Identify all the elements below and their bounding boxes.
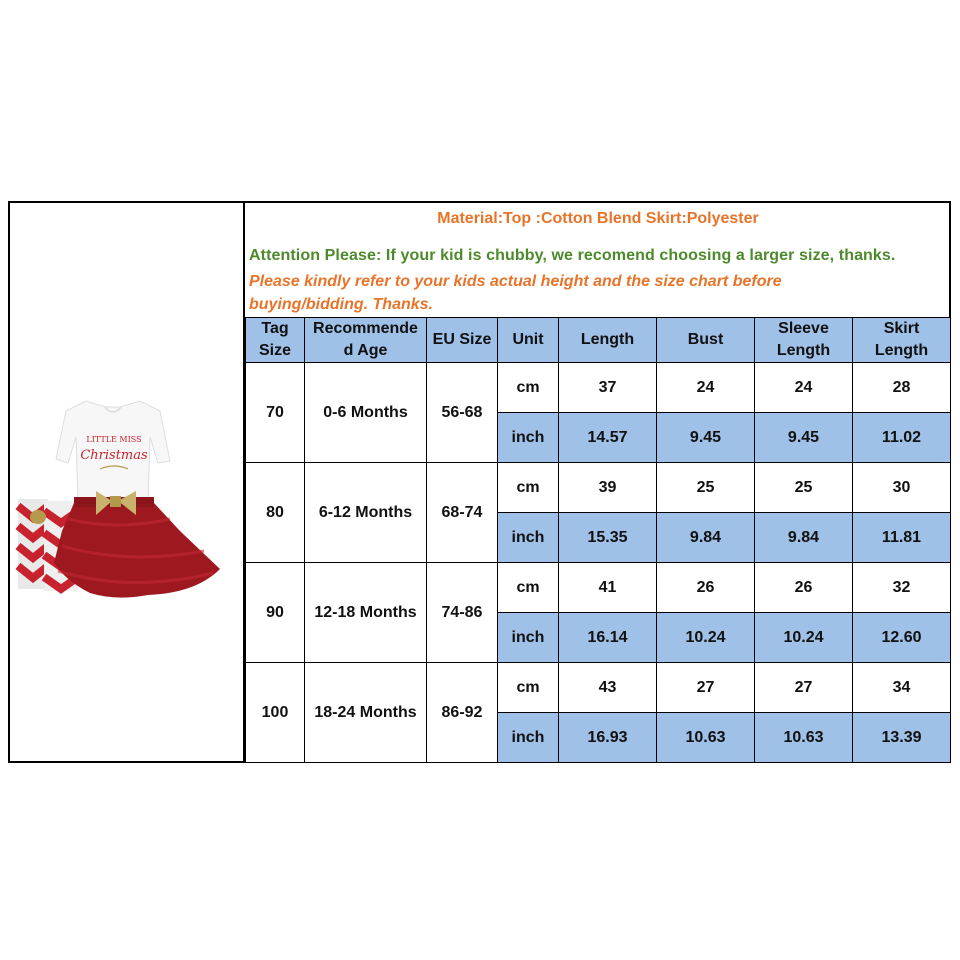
header-tag-size: Tag Size (246, 318, 305, 363)
skirt-cell: 28 (853, 363, 951, 413)
table-row (246, 563, 951, 613)
length-cell: 16.14 (559, 613, 657, 663)
skirt-cell: 12.60 (853, 613, 951, 663)
header-skirt-length: Skirt Length (853, 318, 951, 363)
length-cell: 39 (559, 463, 657, 513)
eu-size-cell: 68-74 (427, 463, 498, 563)
unit-cell: inch (498, 713, 559, 763)
length-cell: 37 (559, 363, 657, 413)
length-cell: 41 (559, 563, 657, 613)
header-unit: Unit (498, 318, 559, 363)
skirt-cell: 11.81 (853, 513, 951, 563)
header-bust: Bust (657, 318, 755, 363)
bust-cell: 10.24 (657, 613, 755, 663)
sleeve-cell: 27 (755, 663, 853, 713)
unit-cell: cm (498, 363, 559, 413)
size-advice-text: Please kindly refer to your kids actual height and the size chart before buying/bidding. Thanks. (249, 273, 782, 313)
bust-cell: 25 (657, 463, 755, 513)
age-cell: 6-12 Months (305, 463, 427, 563)
sleeve-cell: 26 (755, 563, 853, 613)
tutu-skirt-image (54, 497, 220, 598)
skirt-cell: 34 (853, 663, 951, 713)
length-cell: 14.57 (559, 413, 657, 463)
tag-size-cell: 70 (246, 363, 305, 463)
skirt-cell: 13.39 (853, 713, 951, 763)
sleeve-cell: 25 (755, 463, 853, 513)
header-length: Length (559, 318, 657, 363)
age-cell: 12-18 Months (305, 563, 427, 663)
length-cell: 15.35 (559, 513, 657, 563)
product-photo (8, 201, 245, 763)
sleeve-cell: 10.24 (755, 613, 853, 663)
eu-size-cell: 74-86 (427, 563, 498, 663)
eu-size-cell: 86-92 (427, 663, 498, 763)
age-cell: 18-24 Months (305, 663, 427, 763)
attention-text: Attention Please: If your kid is chubby, we recomend choosing a larger size, thanks. (249, 247, 896, 264)
header-sleeve-length: Sleeve Length (755, 318, 853, 363)
bust-cell: 10.63 (657, 713, 755, 763)
material-text: Material:Top :Cotton Blend Skirt:Polyester (437, 210, 759, 227)
unit-cell: inch (498, 613, 559, 663)
bust-cell: 9.84 (657, 513, 755, 563)
sleeve-cell: 24 (755, 363, 853, 413)
header-recommended-age: Recommende d Age (305, 318, 427, 363)
shirt-text-line2: Christmas (80, 448, 148, 463)
table-header-row (246, 318, 951, 363)
table-row (246, 363, 951, 413)
bust-cell: 9.45 (657, 413, 755, 463)
header-eu-size: EU Size (427, 318, 498, 363)
unit-cell: inch (498, 413, 559, 463)
sleeve-cell: 10.63 (755, 713, 853, 763)
bust-cell: 26 (657, 563, 755, 613)
table-row (246, 463, 951, 513)
skirt-cell: 30 (853, 463, 951, 513)
size-table (245, 317, 951, 763)
tag-size-cell: 100 (246, 663, 305, 763)
shirt-text-line1: LITTLE MISS (86, 435, 142, 444)
unit-cell: cm (498, 663, 559, 713)
bust-cell: 24 (657, 363, 755, 413)
unit-cell: cm (498, 563, 559, 613)
age-cell: 0-6 Months (305, 363, 427, 463)
length-cell: 16.93 (559, 713, 657, 763)
skirt-cell: 32 (853, 563, 951, 613)
skirt-cell: 11.02 (853, 413, 951, 463)
length-cell: 43 (559, 663, 657, 713)
eu-size-cell: 56-68 (427, 363, 498, 463)
unit-cell: cm (498, 463, 559, 513)
sleeve-cell: 9.45 (755, 413, 853, 463)
bust-cell: 27 (657, 663, 755, 713)
sleeve-cell: 9.84 (755, 513, 853, 563)
tag-size-cell: 90 (246, 563, 305, 663)
table-row (246, 663, 951, 713)
outfit-illustration (8, 201, 243, 759)
info-panel (245, 201, 951, 317)
unit-cell: inch (498, 513, 559, 563)
tag-size-cell: 80 (246, 463, 305, 563)
